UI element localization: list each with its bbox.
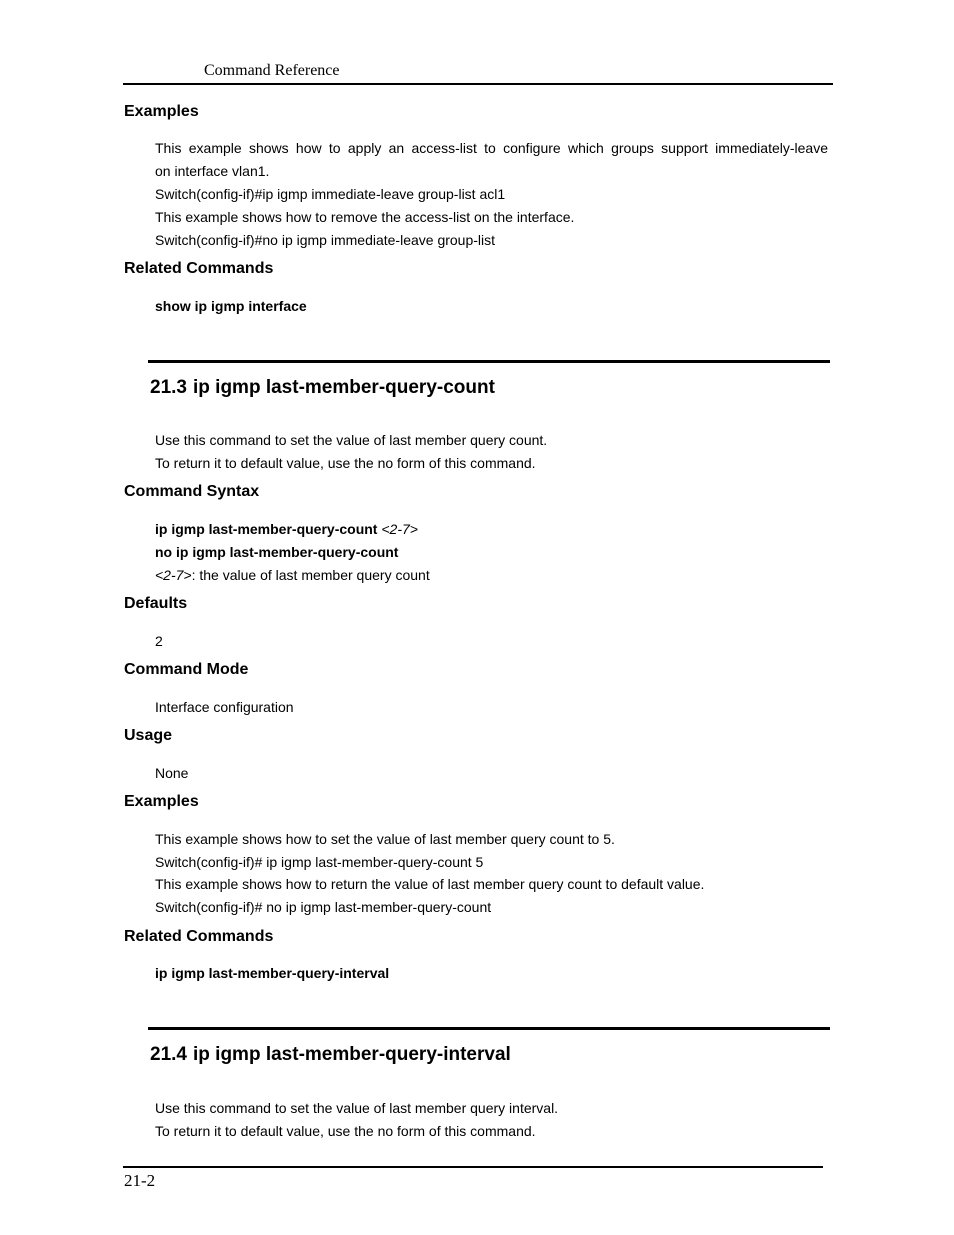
- section-title-text: ip igmp last-member-query-interval: [193, 1044, 511, 1065]
- parameter-description: : the value of last member query count: [191, 567, 430, 583]
- syntax-line: [155, 521, 418, 537]
- syntax-no-form: no ip igmp last-member-query-count: [155, 544, 399, 560]
- parameter-name: <2-7>: [155, 567, 192, 583]
- command-mode-value: Interface configuration: [155, 699, 294, 715]
- example-text: This example shows how to set the value of last member query count to 5.: [155, 831, 615, 847]
- section-number: 21.3: [150, 377, 187, 398]
- related-commands-heading: Related Commands: [124, 260, 274, 277]
- description: To return it to default value, use the no form of this command.: [155, 455, 536, 471]
- description: To return it to default value, use the no form of this command.: [155, 1123, 536, 1139]
- section-rule: [148, 1027, 830, 1030]
- defaults-value: 2: [155, 633, 163, 649]
- parameter-line: [155, 567, 430, 583]
- examples-heading: Examples: [124, 103, 199, 120]
- syntax-command: ip igmp last-member-query-count: [155, 521, 378, 537]
- section-title: [150, 377, 495, 399]
- defaults-heading: Defaults: [124, 595, 188, 612]
- header-rule: [123, 83, 833, 85]
- example-command: Switch(config-if)# ip igmp last-member-query-count 5: [155, 854, 484, 870]
- example-text: on interface vlan1.: [155, 163, 270, 179]
- example-command: Switch(config-if)# no ip igmp last-member-query-count: [155, 899, 492, 915]
- related-command: show ip igmp interface: [155, 298, 307, 314]
- syntax-argument: <2-7>: [381, 521, 418, 537]
- example-command: Switch(config-if)#no ip igmp immediate-leave group-list: [155, 232, 496, 248]
- examples-heading: Examples: [124, 793, 199, 810]
- section-title: [150, 1044, 511, 1066]
- section-number: 21.4: [150, 1044, 187, 1065]
- command-mode-heading: Command Mode: [124, 661, 249, 678]
- command-syntax-heading: Command Syntax: [124, 483, 260, 500]
- description: Use this command to set the value of last member query count.: [155, 432, 548, 448]
- description: Use this command to set the value of last member query interval.: [155, 1100, 559, 1116]
- example-text: This example shows how to apply an access-list to configure which groups support immediately-leave: [155, 140, 828, 156]
- section-rule: [148, 360, 830, 363]
- running-header: Command Reference: [204, 62, 340, 79]
- example-command: Switch(config-if)#ip igmp immediate-leave group-list acl1: [155, 186, 506, 202]
- example-text: This example shows how to return the value of last member query count to default value.: [155, 876, 705, 892]
- section-title-text: ip igmp last-member-query-count: [193, 377, 495, 398]
- footer-rule: [123, 1166, 823, 1168]
- related-commands-heading: Related Commands: [124, 928, 274, 945]
- page-number: 21-2: [124, 1171, 156, 1190]
- usage-heading: Usage: [124, 727, 173, 744]
- example-text: This example shows how to remove the access-list on the interface.: [155, 209, 575, 225]
- usage-value: None: [155, 765, 189, 781]
- related-command: ip igmp last-member-query-interval: [155, 965, 390, 981]
